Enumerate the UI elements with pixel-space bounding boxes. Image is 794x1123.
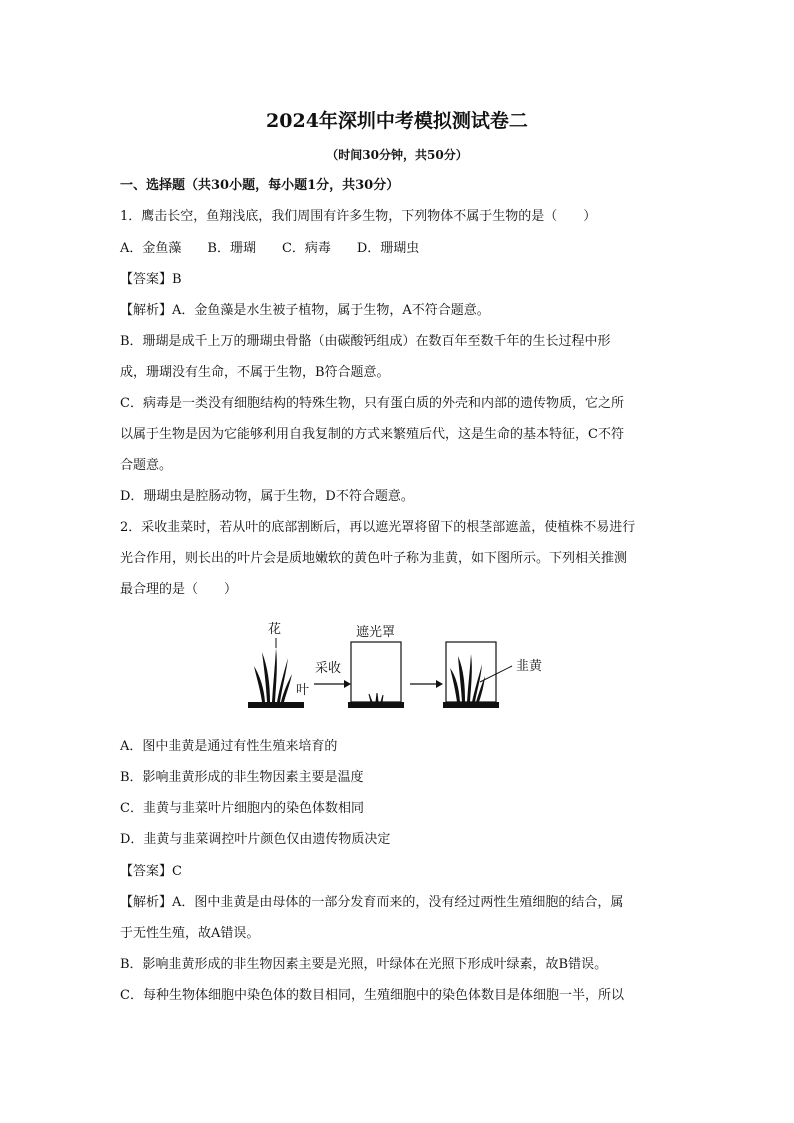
yellow-chive-label: 韭黄 <box>516 659 543 674</box>
q2-analysis-line: 于无性生殖，故A错误。 <box>120 926 260 941</box>
arrow-head-icon <box>436 680 443 688</box>
q1-analysis-line: 成，珊瑚没有生命，不属于生物，B符合题意。 <box>120 365 390 380</box>
q1-options: A．金鱼藻 B．珊瑚 C．病毒 D．珊瑚虫 <box>120 241 420 256</box>
q1-analysis-line: C．病毒是一类没有细胞结构的特殊生物，只有蛋白质的外壳和内部的遗传物质，它之所 <box>120 396 624 411</box>
q2-answer: 【答案】C <box>120 864 182 879</box>
q2-option: D．韭黄与韭菜调控叶片颜色仅由遗传物质决定 <box>120 832 391 847</box>
q2-analysis-line: C．每种生物体细胞中染色体的数目相同，生殖细胞中的染色体数目是体细胞一半，所以 <box>120 988 624 1003</box>
q2-stem-line: 光合作用，则长出的叶片会是质地嫩软的黄色叶子称为韭黄，如下图所示。下列相关推测 <box>120 551 628 566</box>
section-heading: 一、选择题（共30小题，每小题1分，共30分） <box>120 178 400 193</box>
q1-analysis-line: 合题意。 <box>120 458 173 473</box>
yellow-chive-figure <box>450 654 485 702</box>
q1-answer: 【答案】B <box>120 272 182 287</box>
q1-analysis-line: 以属于生物是因为它能够利用自我复制的方式来繁殖后代，这是生命的基本特征，C不符 <box>120 427 624 442</box>
q1-analysis-line: 【解析】A．金鱼藻是水生被子植物，属于生物，A不符合题意。 <box>120 303 490 318</box>
q2-analysis-line: 【解析】A．图中韭黄是由母体的一部分发育而来的，没有经过两性生殖细胞的结合，属 <box>120 895 624 910</box>
q2-stem-line: 2．采收韭菜时，若从叶的底部割断后，再以遮光罩将留下的根茎部遮盖，使植株不易进行 <box>120 520 636 535</box>
chive-diagram <box>240 618 560 718</box>
light-cover <box>351 642 401 702</box>
leaf-label: 叶 <box>296 683 310 698</box>
flower-label: 花 <box>268 622 282 637</box>
cover-label: 遮光罩 <box>356 625 396 640</box>
q2-analysis-line: B．影响韭黄形成的非生物因素主要是光照，叶绿体在光照下形成叶绿素，故B错误。 <box>120 957 608 972</box>
q2-stem-line: 最合理的是（ ） <box>120 582 238 597</box>
page-title: 2024年深圳中考模拟测试卷二 <box>266 110 528 132</box>
harvest-label: 采收 <box>315 661 342 676</box>
q2-option: C．韭黄与韭菜叶片细胞内的染色体数相同 <box>120 801 364 816</box>
q2-option: A．图中韭黄是通过有性生殖来培育的 <box>120 739 338 754</box>
q1-analysis-line: D．珊瑚虫是腔肠动物，属于生物，D不符合题意。 <box>120 489 414 504</box>
q1-analysis-line: B．珊瑚是成千上万的珊瑚虫骨骼（由碳酸钙组成）在数百年至数千年的生长过程中形 <box>120 334 611 349</box>
q1-stem: 1．鹰击长空，鱼翔浅底，我们周围有许多生物，下列物体不属于生物的是（ ） <box>120 209 597 224</box>
arrow-head-icon <box>344 680 351 688</box>
page-subtitle: （时间30分钟，共50分） <box>326 148 468 162</box>
q2-option: B．影响韭黄形成的非生物因素主要是温度 <box>120 770 364 785</box>
